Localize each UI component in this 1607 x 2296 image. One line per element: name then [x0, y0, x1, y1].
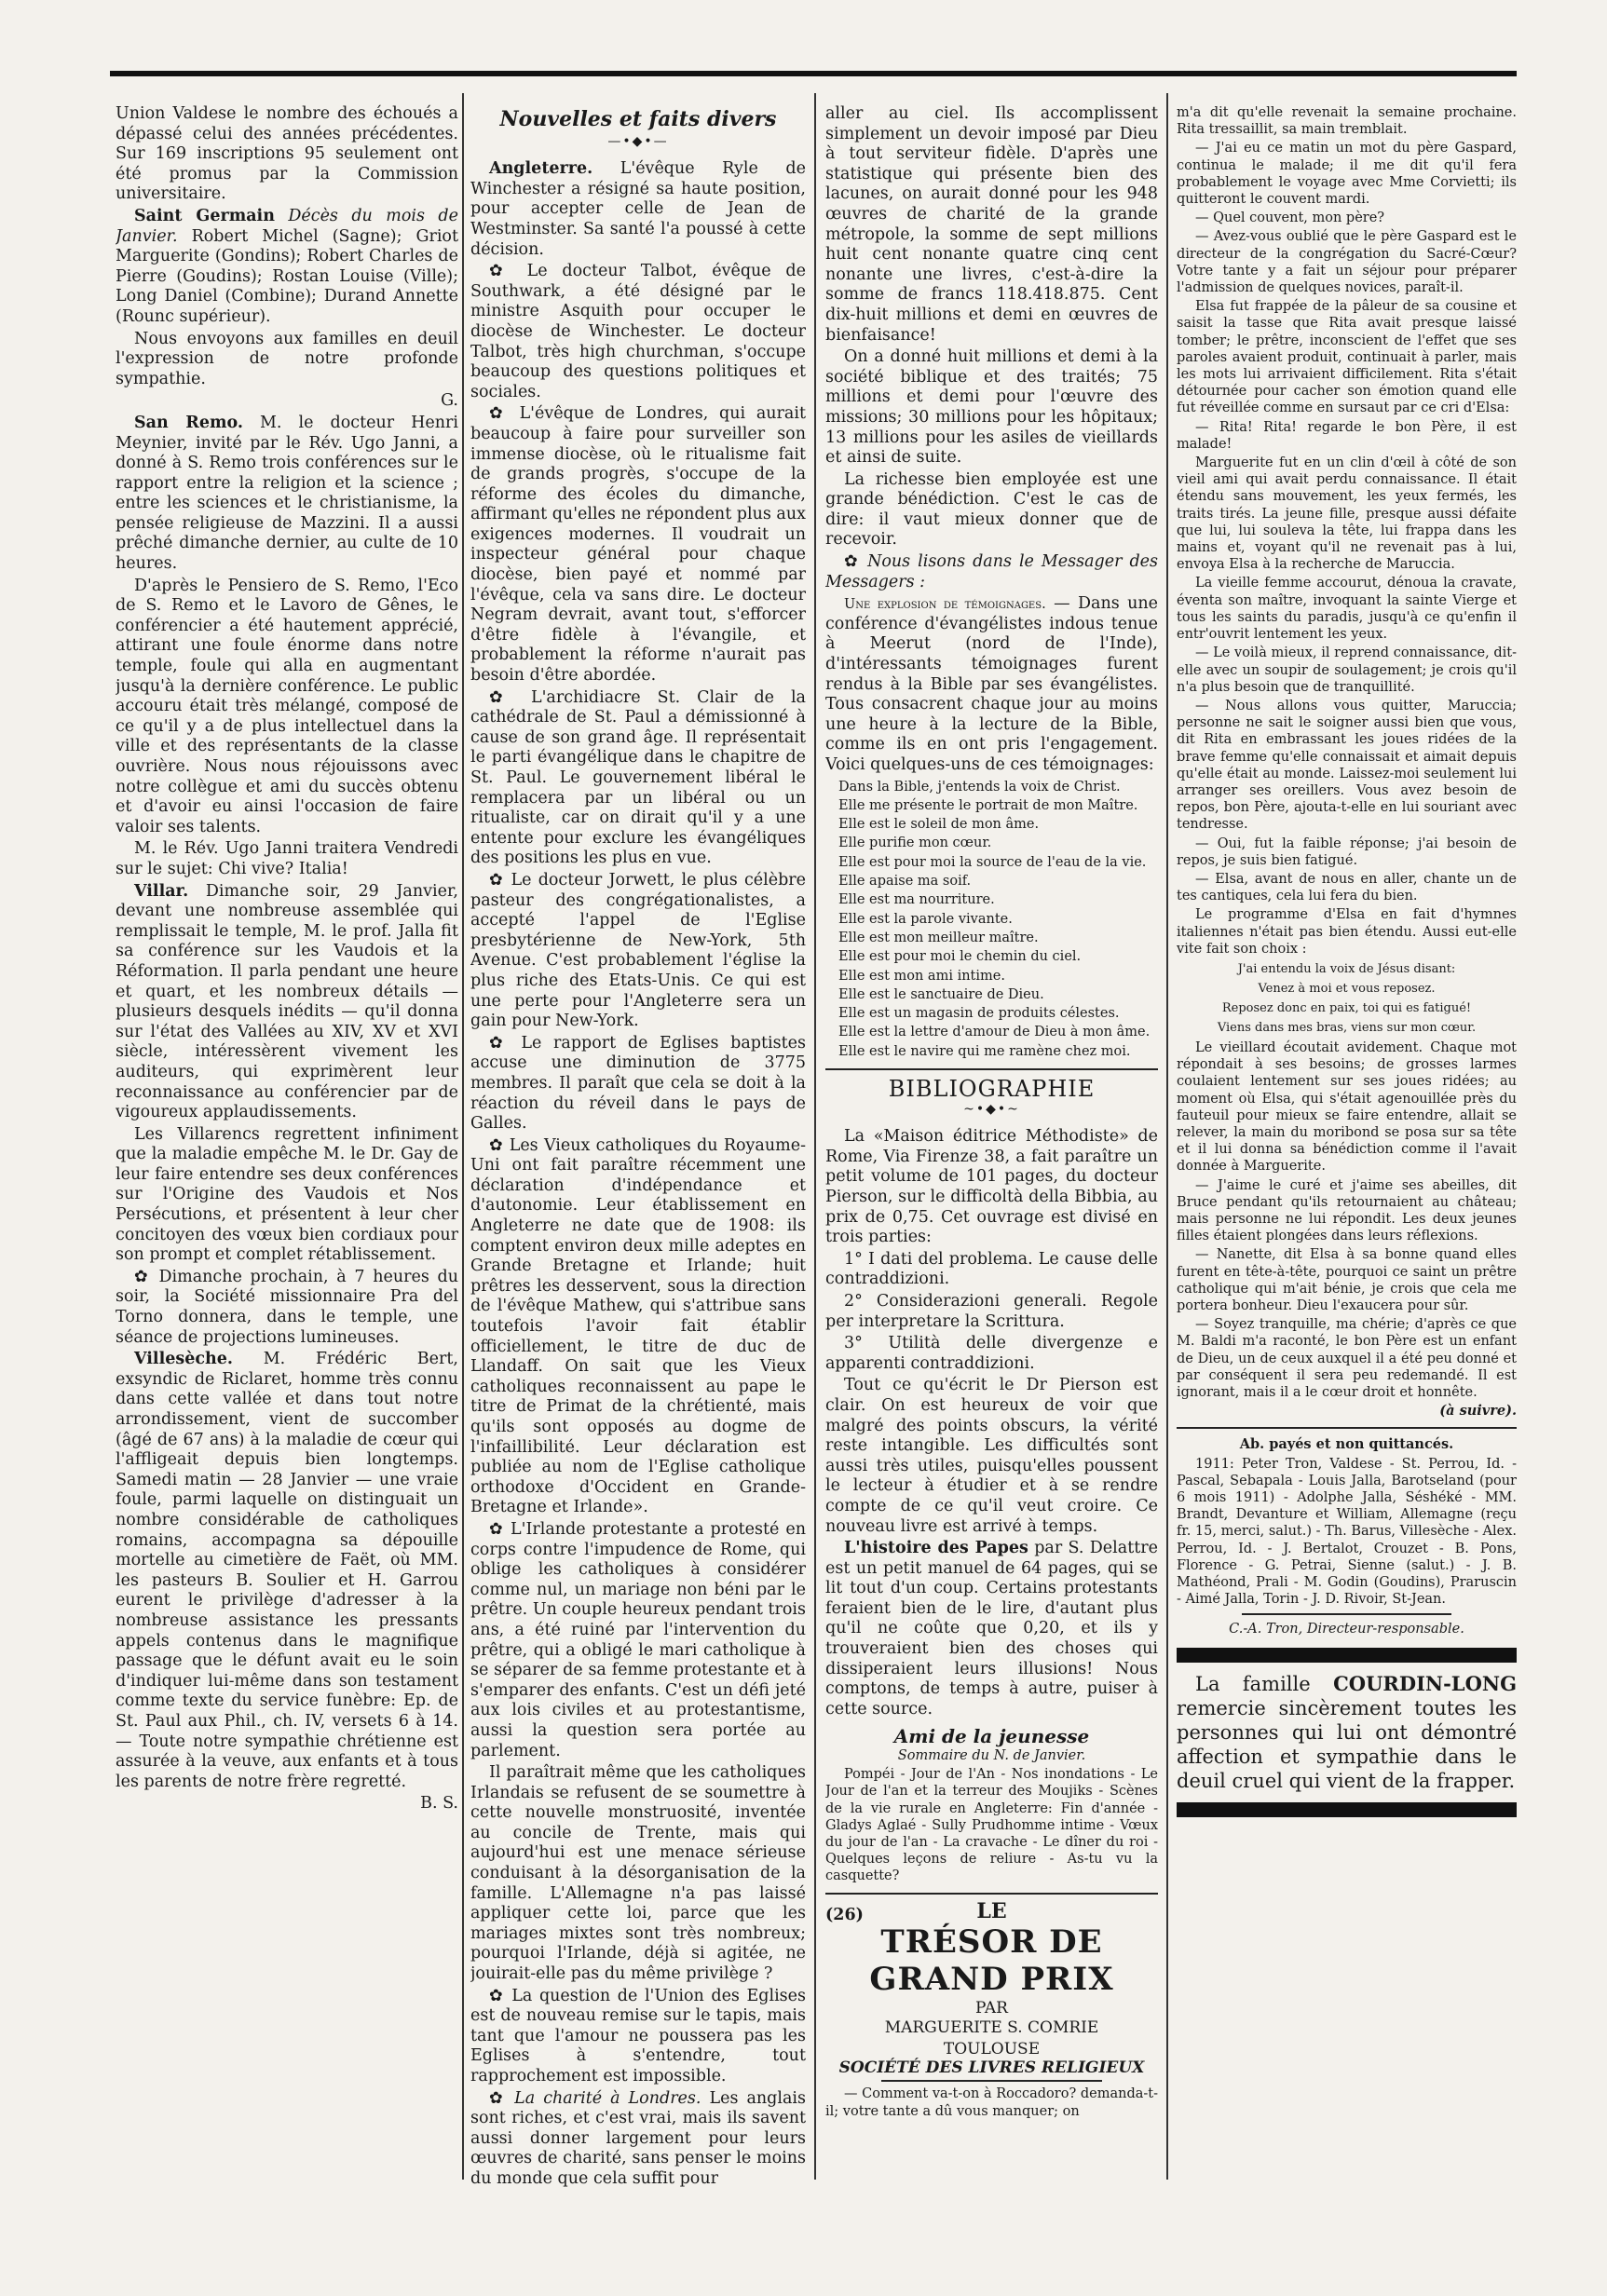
divider — [1242, 1613, 1451, 1615]
director-line: C.-A. Tron, Directeur-responsable. — [1229, 1622, 1464, 1637]
verse-line: Elle est un magasin de produits célestes. — [838, 1006, 1120, 1022]
paragraph: D'après le Pensiero de S. Remo, l'Eco de S. Remo et le Lavoro de Gênes, le conférencier a été hautement apprécié, attirant une foule énorme dans notre temple, foule qui alla en augmentant jusqu'à la dernière conférence. Le public accouru était très mélangé, composé de ce qu'il y a de plus intellectuel dans la ville et des représentants de la classe ouvrière. Nous nous réjouissons avec notre collègue et ami du succès obtenu et d'avoir eu ainsi l'occasion de faire valoir ses talents. — [116, 576, 458, 836]
bullet-icon: ✿ — [489, 1986, 512, 2005]
column-4 — [1177, 104, 1517, 2200]
bullet-icon: ✿ — [489, 1519, 511, 1539]
verse-line: Elle est ma nourriture. — [838, 892, 995, 908]
paragraph — [825, 1539, 1158, 1719]
column-2 — [470, 104, 806, 2200]
bullet-icon: ✿ — [489, 687, 531, 707]
verse-line: Elle me présente le portrait de mon Maître. — [838, 797, 1138, 813]
column-separator — [814, 93, 816, 2180]
divider — [881, 2080, 1102, 2082]
paragraph — [116, 1350, 458, 1792]
poem-line: J'ai entendu la voix de Jésus disant: — [1237, 961, 1456, 976]
paragraph: — Comment va-t-on à Roccadoro? demanda-t-il; votre tante a dû vous manquer; on — [825, 2086, 1158, 2119]
paragraph: M. le Rév. Ugo Janni traitera Vendredi sur le sujet: Chi vive? Italia! — [116, 839, 458, 878]
paragraph: Elsa fut frappée de la pâleur de sa cousine et saisit la tasse que Rita avait presque laissé tomber; le prêtre, inconscient de l'effet que ses paroles avaient produit, continuait à parler, mais les mots lui arrivaient difficilement. Rita s'était détournée pour cacher son émotion quand elle fut réveillée comme en sursaut par ce cri d'Elsa: — [1177, 299, 1517, 416]
verse-line: Elle est la lettre d'amour de Dieu à mon âme. — [838, 1025, 1151, 1040]
paragraph — [116, 414, 458, 575]
paragraph: — Avez-vous oublié que le père Gaspard est le directeur de la congrégation du Sacré-Cœur? Votre tante y a fait un séjour pour préparer l'admission de quelques novices, paraît-il. — [1177, 229, 1517, 296]
verse-line: Elle est le sanctuaire de Dieu. — [838, 986, 1044, 1002]
feuilleton-author: MARGUERITE S. COMRIE — [884, 2018, 1099, 2038]
paragraph: Nous envoyons aux familles en deuil l'expression de notre profonde sympathie. — [116, 329, 458, 388]
poem-line: Viens dans mes bras, viens sur mon cœur. — [1217, 1020, 1477, 1035]
section-body: Robert Michel (Sagne); Griot Marguerite (Gondins); Robert Charles de Pierre (Goudins); Rostan Louise (Ville); Long Daniel (Combine); Durand Annette (Rounc supérieur). — [116, 226, 458, 326]
divider — [825, 1893, 1158, 1895]
paragraph — [470, 159, 806, 260]
section-sub: Décès du mois de Janvier. — [116, 206, 458, 246]
paragraph: Les Villarencs regrettent infiniment que la maladie empêche M. le Dr. Gay de leur faire entendre ses deux conférences sur l'Origine des Vaudois et Nos Persécutions, et présentent à leur cher concitoyen des vœux bien cordiaux pour son prompt et complet rétablissement. — [116, 1124, 458, 1265]
paragraph: Le programme d'Elsa en fait d'hymnes italiennes n'était pas bien étendu. Aussi eut-elle vite fait son choix : — [1177, 907, 1517, 957]
section-body: L'évêque de Londres, qui aurait beaucoup à faire pour surveiller son immense diocèse, où le ritualisme fait de grands progrès, s'occupe de la réforme des écoles du dimanche, affirmant qu'elles ne répondent plus aux exigences modernes. Il voudrait un inspecteur général pour chaque diocèse, bien payé et nommé par l'évêque, cela va sans dire. Le docteur Negram devrait, avant tout, s'efforcer d'être fidèle à l'évangile, et probablement la réforme n'aurait pas besoin d'être abordée. — [470, 404, 806, 686]
section-body: Dimanche soir, 29 Janvier, devant une nombreuse assemblée qui remplissait le temple, M. le prof. Jalla fit sa conférence sur les Vaudois et la Réformation. Il parla pendant une heure et quart, et les nombreux détails — plusieurs desquels inédits — qu'il donna sur l'état des Vallées au XIV, XV et XVI siècle, intéressèrent vivement les auditeurs, qui exprimèrent leur reconnaissance au conférencier par de vigoureux applaudissements. — [116, 881, 458, 1122]
paragraph: — Le voilà mieux, il reprend connaissance, dit-elle avec un soupir de soulagement; je crois qu'il n'a plus besoin que de tranquillité. — [1177, 645, 1517, 695]
paragraph — [470, 1136, 806, 1518]
to-be-continued: (à suivre). — [1439, 1403, 1517, 1420]
section-title: Ami de la jeunesse — [893, 1725, 1090, 1748]
paragraph: Union Valdese le nombre des échoués a dépassé celui des années précédentes. Sur 169 inscriptions 95 seulement ont été promus par la Commission universitaire. — [116, 104, 458, 204]
paragraph: Le vieillard écoutait avidement. Chaque mot répondait à ses besoins; de grosses larmes coulaient lentement sur ses joues ridées; au moment où Elsa, qui s'était agenouillée près du fauteuil pour mieux se faire entendre, allait se relever, la main du moribond se posa sur sa tête et il lui donna sa bénédiction comme il l'avait donnée à Marguerite. — [1177, 1039, 1517, 1175]
section-body: Dimanche prochain, à 7 heures du soir, la Société missionnaire Pra del Torno donnera, dans le temple, une séance de projections lumineuses. — [116, 1267, 458, 1347]
signature: B. S. — [420, 1794, 458, 1814]
paragraph: La «Maison éditrice Méthodiste» de Rome, Via Firenze 38, a fait paraître un petit volume de 101 pages, du docteur Pierson, sur le difficoltà della Bibbia, au prix de 0,75. Cet ouvrage est divisé en trois parties: — [825, 1127, 1158, 1247]
thick-rule — [1177, 1802, 1517, 1817]
signature: G. — [441, 391, 458, 411]
top-rule — [110, 71, 1517, 76]
verse-list — [825, 778, 1158, 1061]
divider — [1177, 1427, 1517, 1429]
notice — [1177, 1672, 1517, 1793]
feuilleton-le: LE — [976, 1898, 1007, 1923]
verse-line: Elle est le navire qui me ramène chez moi. — [838, 1043, 1131, 1059]
section-head: Angleterre. — [489, 159, 593, 179]
paragraph: — Rita! Rita! regarde le bon Père, il est malade! — [1177, 419, 1517, 452]
paragraph: Il paraîtrait même que les catholiques Irlandais se refusent de se soumettre à cette nouvelle monstruosité, inventée au concile de Trente, mais qui aujourd'hui est une menace sérieuse conduisant à la désorganisation de la famille. L'Allemagne n'a pas laissé appliquer cette loi, parce que les mariages mixtes sont très nombreux; pourquoi l'Irlande, déjà si agitée, ne jouirait-elle pas du même privilège ? — [470, 1763, 806, 1984]
bullet-icon: ✿ — [489, 870, 511, 890]
verse-line: Dans la Bible, j'entends la voix de Christ. — [838, 779, 1121, 795]
paragraph: — J'ai eu ce matin un mot du père Gaspard, continua le malade; il me dit qu'il fera probablement le voyage avec Mme Corvietti; ils quitteront le couvent mardi. — [1177, 141, 1517, 208]
section-title: Ab. payés et non quittancés. — [1239, 1436, 1454, 1453]
paragraph — [470, 1034, 806, 1134]
notice-name: COURDIN-LONG — [1333, 1671, 1517, 1695]
section-head: Villar. — [134, 881, 189, 901]
verse-line: Elle purifie mon cœur. — [838, 836, 992, 851]
section-body: Le docteur Talbot, évêque de Southwark, a été désigné par le ministre Asquith pour occuper le diocèse de Winchester. Le docteur Talbot, très high churchman, s'occupe beaucoup des questions politiques et sociales. — [470, 262, 806, 401]
verse-line: Elle est la parole vivante. — [838, 911, 1013, 927]
paragraph: — Oui, fut la faible réponse; j'ai besoin de repos, je suis bien fatigué. — [1177, 836, 1517, 868]
section-head: L'histoire des Papes — [844, 1539, 1028, 1558]
section-body: L'archidiacre St. Clair de la cathédrale de St. Paul a démissionné à cause de son grand âge. Il représentait le parti évangélique dans le chapitre de St. Paul. Le gouvernement libéral le remplacera par un libéral ou un ritualiste, car on dirait qu'il y a une entente pour exclure les évangéliques des positions les plus en vue. — [470, 687, 806, 868]
verse-line: Elle apaise ma soif. — [838, 874, 972, 890]
feuilleton-par: PAR — [975, 1999, 1008, 2018]
paragraph: 2° Considerazioni generali. Regole per interpretare la Scrittura. — [825, 1291, 1158, 1331]
feuilleton-number: (26) — [825, 1905, 864, 1924]
ornament: —•◆•— — [607, 133, 669, 149]
thick-rule — [1177, 1648, 1517, 1663]
feuilleton-title: TRÉSOR DE GRAND PRIX — [869, 1923, 1114, 1999]
paragraph — [116, 882, 458, 1123]
column-separator — [1166, 93, 1168, 2180]
section-body: Le docteur Jorwett, le plus célèbre pasteur des congrégationalistes, a accepté l'appel de l'Eglise presbytérienne de New-York, 5th Avenue. C'est probablement l'église la plus riche des Etats-Unis. Ce qui est une perte pour l'Angleterre sera un gain pour New-York. — [470, 870, 806, 1031]
paragraph: — Nous allons vous quitter, Maruccia; personne ne sait le soigner aussi bien que vous, dit Rita en embrassant les joues ridées de la brave femme qu'elle connaissait et aimait depuis qu'elle était au monde. Laissez-moi seulement lui arranger ses oreillers. Vous avez besoin de repos, bon Père, ajouta-t-elle en lui souriant avec tendresse. — [1177, 698, 1517, 833]
paragraph: La richesse bien employée est une grande bénédiction. C'est le cas de dire: il vaut mieux donner que de recevoir. — [825, 469, 1158, 550]
paragraph: On a donné huit millions et demi à la société biblique et des traités; 75 millions et demi pour l'œuvre des missions; 30 millions pour les hôpitaux; 13 millions pour les asiles de vieillards et ainsi de suite. — [825, 347, 1158, 468]
paragraph: 1911: Peter Tron, Valdese - St. Perrou, Id. - Pascal, Sebapala - Louis Jalla, Barotseland (pour 6 mois 1911) - Adolphe Jalla, Séshéké - MM. Brandt, Devanture et William, Allemagne (reçu fr. 15, merci, salut.) - Th. Barus, Villesèche - Alex. Perrou, Id. - J. Bertalot, Crouzet - B. Pons, Florence - G. Petrai, Sienne (salut.) - J. B. Mathéond, Prali - M. Godin (Goudins), Praruscin - Aimé Jalla, Torin - J. D. Rivoir, St-Jean. — [1177, 1456, 1517, 1608]
section-head: Villesèche. — [134, 1350, 233, 1369]
paragraph: — Nanette, dit Elsa à sa bonne quand elles furent en tête-à-tête, pourquoi ce saint un prêtre catholique qui m'ait bénie, je crois que cela me portera bonheur. Dieu l'exaucera pour sûr. — [1177, 1247, 1517, 1313]
bullet-icon: ✿ — [489, 2088, 515, 2108]
section-body: Les Vieux catholiques du Royaume-Uni ont fait paraître récemment une déclaration d'indépendance et d'autonomie. Leur établissement en Angleterre ne date que de 1908: ils comptent environ deux mille adeptes en Grande Bretagne et Irlande; huit prêtres les desservent, sous la direction de l'évêque Mathew, qui s'attribue sans toutefois l'avoir fait établir officiellement, le titre de duc de Llandaff. On sait que les Vieux catholiques reconnaissent au pape le titre de Primat de la chrétienté, mais qu'ils sont opposés au dogme de l'infaillibilité. Leur déclaration est publiée au nom de l'Eglise catholique orthodoxe d'Occident en Grande-Bretagne et Irlande». — [470, 1135, 806, 1517]
paragraph: — Elsa, avant de nous en aller, chante un de tes cantiques, cela lui fera du bien. — [1177, 871, 1517, 904]
paragraph — [825, 552, 1158, 592]
paragraph — [470, 262, 806, 402]
bullet-icon: ✿ — [489, 1135, 510, 1155]
notice-body: remercie sincèrement toutes les personnes qui lui ont démontré affection et sympathie dans le deuil cruel qui vient de la frapper. — [1177, 1696, 1517, 1792]
section-body: par S. Delattre est un petit manuel de 64 pages, qui se lit tout d'un coup. Certains protestants feraient bien de le lire, d'autant plus qu'il ne coûte que 0,20, et ils y trouveraient bien des choses qui dissiperaient leurs illusions! Nous comptons, de temps à autre, puiser à cette source. — [825, 1539, 1158, 1719]
verse-line: Elle est pour moi la source de l'eau de la vie. — [838, 854, 1147, 870]
bullet-icon: ✿ — [489, 1033, 522, 1053]
paragraph — [116, 207, 458, 328]
paragraph — [470, 688, 806, 869]
paragraph: 1° I dati del problema. Le cause delle contraddizioni. — [825, 1249, 1158, 1289]
section-body: L'évêque Ryle de Winchester a résigné sa haute position, pour accepter celle de Jean de Westminster. Sa santé l'a poussé à cette décision. — [470, 159, 806, 259]
paragraph: — Quel couvent, mon père? — [1195, 211, 1385, 226]
verse-line: Elle est pour moi le chemin du ciel. — [838, 949, 1082, 965]
poem-line: Reposez donc en paix, toi qui es fatigué! — [1221, 1000, 1472, 1015]
paragraph: Pompéi - Jour de l'An - Nos inondations - Le Jour de l'an et la terreur des Moujiks - Scènes de la vie rurale en Angleterre: Fin d'année - Gladys Aglaé - Sully Prudhomme intime - Vœux du jour de l'an - La cravache - Le dîner du roi - Quelques leçons de reliure - As-tu vu la casquette? — [825, 1767, 1158, 1884]
paragraph — [825, 594, 1158, 775]
paragraph — [116, 1268, 458, 1348]
paragraph — [470, 1520, 806, 1761]
section-body: Le rapport de Eglises baptistes accuse une diminution de 3775 membres. Il paraît que cela se doit à la réaction du réveil dans le pays de Galles. — [470, 1033, 806, 1134]
section-title: Nouvelles et faits divers — [499, 107, 777, 131]
bullet-icon: ✿ — [134, 1267, 159, 1286]
bullet-icon: ✿ — [844, 552, 868, 572]
section-sub: Sommaire du N. de Janvier. — [897, 1748, 1086, 1764]
paragraph: 3° Utilità delle divergenze e apparenti contraddizioni. — [825, 1334, 1158, 1373]
verse-line: Elle est le soleil de mon âme. — [838, 817, 1040, 833]
bibliography-title: BIBLIOGRAPHIE — [888, 1076, 1096, 1103]
column-1 — [116, 104, 458, 2200]
poem-line: Venez à moi et vous reposez. — [1258, 981, 1436, 996]
bullet-icon: ✿ — [489, 404, 520, 424]
notice-pre: La famille — [1195, 1672, 1311, 1695]
section-head: San Remo. — [134, 413, 243, 432]
section-body: Les anglais sont riches, et c'est vrai, mais ils savent aussi donner largement pour leurs œuvres de charité, sans penser le moins du monde que cela suffit pour — [470, 2088, 806, 2188]
verse-line: Elle est mon meilleur maître. — [838, 930, 1039, 945]
section-body: Nous lisons dans le Messager des Messagers : — [825, 552, 1158, 591]
paragraph: m'a dit qu'elle revenait la semaine prochaine. Rita tressaillit, sa main tremblait. — [1177, 105, 1517, 138]
divider — [825, 1068, 1158, 1070]
paragraph: Marguerite fut en un clin d'œil à côté de son vieil ami qui avait perdu connaissance. Il était étendu sans mouvement, les yeux fermés, les traits tirés. La jeune fille, presque aussi défaite que lui, lui souleva la tête, lui frappa dans les mains et, voyant qu'il ne revenait pas à lui, envoya Elsa à la recherche de Maruccia. — [1177, 455, 1517, 573]
paragraph — [470, 1987, 806, 2087]
feuilleton-header — [825, 1898, 1158, 1924]
section-body: La question de l'Union des Eglises est de nouveau remise sur le tapis, mais tant que l'amour ne poussera pas les Eglises à s'entendre, tout rapprochement est impossible. — [470, 1986, 806, 2085]
section-body: L'Irlande protestante a protesté en corps contre l'impudence de Rome, qui oblige les catholiques à considérer comme nul, un mariage non béni par le prêtre. Un couple heureux pendant trois ans, a été ruiné par l'intervention du prêtre, qui a obligé le mari catholique à se séparer de sa femme protestante et à s'emparer des enfants. C'est un défi jeté aux lois civiles et au protestantisme, aussi la question sera portée au parlement. — [470, 1519, 806, 1760]
column-separator — [462, 93, 464, 2180]
paragraph: — Soyez tranquille, ma chérie; d'après ce que M. Baldi m'a raconté, le bon Père est un enfant de Dieu, un de ceux auxquel il a été peu donné et par conséquent il sera peu redemandé. Il est ignorant, mais il a le cœur droit et honnête. — [1177, 1317, 1517, 1401]
paragraph: Tout ce qu'écrit le Dr Pierson est clair. On est heureux de voir que malgré des points obscurs, la vérité reste intangible. Les difficultés sont aussi très utiles, puisqu'elles poussent le lecteur à étudier et à se rendre compte de ce qu'il veut croire. Ce nouveau livre est arrivé à temps. — [825, 1376, 1158, 1536]
ornament: ~•◆•~ — [963, 1101, 1020, 1117]
section-head: La charité à Londres. — [514, 2088, 701, 2108]
section-body: M. Frédéric Bert, exsyndic de Riclaret, homme très connu dans cette vallée et dans tout notre arrondissement, vient de succomber (âgé de 67 ans) à la maladie de cœur qui l'affligeait depuis bien longtemps. Samedi matin — 28 Janvier — une vraie foule, parmi laquelle on distinguait un nombre considérable de catholiques romains, accompagna sa dépouille mortelle au cimetière de Faët, où MM. les pasteurs B. Soulier et H. Garrou eurent le privilège d'adresser à la nombreuse assistance les pressants appels contenus dans le magnifique passage que le défunt avait eu le soin d'indiquer lui-même dans son testament comme texte du service funèbre: Ep. de St. Paul aux Phil., ch. IV, versets 6 à 14. — Toute notre sympathie chrétienne est assurée à la veuve, aux enfants et à tous les parents de notre frère regretté. — [116, 1350, 458, 1791]
paragraph: La vieille femme accourut, dénoua la cravate, éventa son maître, invoquant la sainte Vierge et tous les saints du paradis, jusqu'à ce qu'enfin il entr'ouvrit lentement les yeux. — [1177, 576, 1517, 643]
column-3 — [825, 104, 1158, 2200]
section-body: M. le docteur Henri Meynier, invité par le Rév. Ugo Janni, a donné à S. Remo trois conférences sur le rapport entre la religion et la science ; entre les sciences et le christianisme, la pensée religieuse de Mazzini. Il a aussi prêché dimanche dernier, au culte de 10 heures. — [116, 413, 458, 574]
section-head: Une explosion de témoignages. — [844, 597, 1046, 613]
paragraph: — J'aime le curé et j'aime ses abeilles, dit Bruce pendant qu'ils retournaient au château; mais personne ne lui répondit. Les deux jeunes filles étaient plongées dans leurs réflexions. — [1177, 1177, 1517, 1244]
verse-line: Elle est mon ami intime. — [838, 968, 1005, 984]
paragraph: aller au ciel. Ils accomplissent simplement un devoir imposé par Dieu à tout serviteur fidèle. D'après une statistique qui présente bien des lacunes, on aurait donné pour les 948 œuvres de charité de la grande métropole, la somme de sept millions huit cent nonante quatre cinq cent nonante une livres, c'est-à-dire la somme de francs 118.418.875. Cent dix-huit millions et demi en œuvres de bienfaisance! — [825, 104, 1158, 345]
paragraph — [470, 871, 806, 1032]
paragraph — [470, 404, 806, 686]
bullet-icon: ✿ — [489, 262, 527, 281]
section-body: — Dans une conférence d'évangélistes indous tenue à Meerut (nord de l'Inde), d'intéressants témoignages furent rendus à la Bible par ses évangélistes. Tous consacrent chaque jour au moins une heure à la lecture de la Bible, comme ils en ont pris l'engagement. Voici quelques-uns de ces témoignages: — [825, 594, 1158, 774]
paragraph — [470, 2089, 806, 2190]
poem — [1177, 961, 1517, 1036]
feuilleton-society: SOCIÉTÉ DES LIVRES RELIGIEUX — [838, 2058, 1145, 2078]
feuilleton-city: TOULOUSE — [943, 2040, 1041, 2059]
section-head: Saint Germain — [134, 206, 275, 225]
